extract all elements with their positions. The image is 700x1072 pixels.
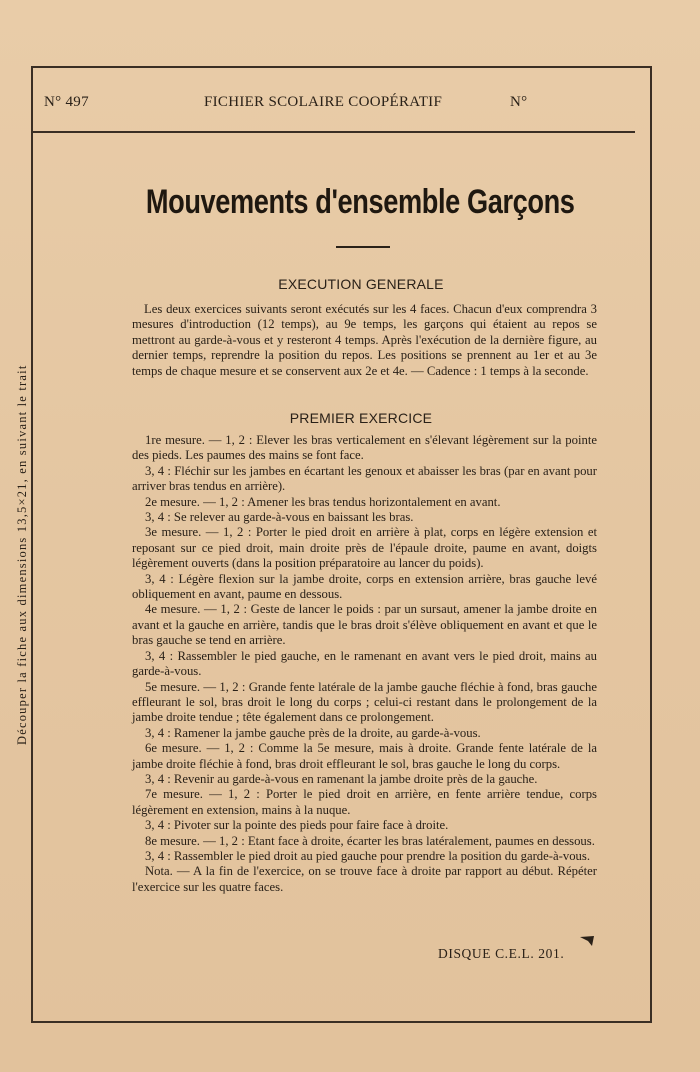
corner-arrow-icon (578, 934, 596, 948)
exercise-paragraph: 3, 4 : Pivoter sur la pointe des pieds pour faire face à droite. (145, 818, 449, 833)
exercise-paragraph: 3, 4 : Légère flexion sur la jambe droite, corps en extension arrière, bras gauche levé obliquement en avant, paume en dessous. (132, 571, 597, 602)
exercise-paragraph: 7e mesure. — 1, 2 : Porter le pied droit en arrière, en fente arrière tendue, corps légèrement en extension, mains à la nuque. (132, 787, 597, 817)
title-divider (336, 246, 390, 248)
exercise-paragraph: 3e mesure. — 1, 2 : Porter le pied droit en arrière à plat, corps en légère extension et reposant sur ce pied droit, main droite près de l'épaule droite, paume en avant, doigts légèrement ouverts (dans la position préparatoire au lancer du poids). (132, 525, 597, 571)
general-text-block (132, 302, 597, 379)
exercise-paragraph: 3, 4 : Rassembler le pied gauche, en le ramenant en avant vers le pied droit, mains au garde-à-vous. (132, 648, 597, 679)
exercise-text-block (132, 433, 597, 895)
page-title: Mouvements d'ensemble Garçons (145, 183, 575, 221)
card-header (44, 92, 644, 116)
exercise-paragraph: 8e mesure. — 1, 2 : Etant face à droite, écarter les bras latéralement, paumes en dessous. (145, 833, 595, 848)
exercise-paragraph: 3, 4 : Se relever au garde-à-vous en baissant les bras. (145, 510, 414, 525)
number-label: N° (510, 94, 528, 110)
exercise-paragraph: 3, 4 : Fléchir sur les jambes en écartant les genoux et abaisser les bras (par en avant pour arriver bras tendus en arrière). (132, 463, 597, 494)
general-heading: EXECUTION GENERALE (278, 276, 444, 292)
exercise-paragraph: 3, 4 : Revenir au garde-à-vous en ramenant la jambe droite près de la gauche. (145, 771, 538, 786)
exercise-heading: PREMIER EXERCICE (289, 410, 433, 426)
exercise-paragraph: 1re mesure. — 1, 2 : Elever les bras verticalement en s'élevant légèrement sur la pointe des pieds. Les paumes des mains se font face. (132, 433, 597, 463)
exercise-paragraph: 6e mesure. — 1, 2 : Comme la 5e mesure, mais à droite. Grande fente latérale de la jambe droite fléchie à fond, bras droit effleurant le sol, bras gauche le long du corps. (132, 741, 597, 771)
collection-title: FICHIER SCOLAIRE COOPÉRATIF (204, 94, 443, 110)
header-divider (33, 131, 635, 133)
exercise-paragraph: 3, 4 : Ramener la jambe gauche près de la droite, au garde-à-vous. (145, 725, 481, 740)
exercise-paragraph: 5e mesure. — 1, 2 : Grande fente latérale de la jambe gauche fléchie à fond, bras gauche effleurant le sol, bras droit le long du corps ; celui-ci restant dans le prolongement de la jambe droite tendue ; tête également dans ce prolongement. (132, 679, 597, 725)
exercise-paragraph: 4e mesure. — 1, 2 : Geste de lancer le poids : par un sursaut, amener la jambe droite en avant et la gauche en arrière, tandis que le bras droit s'élève obliquement en avant et que le bras gauche se tend en arrière. (132, 602, 597, 648)
footer-signature: DISQUE C.E.L. 201. (438, 946, 565, 961)
exercise-paragraph: Nota. — A la fin de l'exercice, on se trouve face à droite par rapport au début. Répéter l'exercice sur les quatre faces. (132, 864, 597, 894)
card-number: N° 497 (44, 94, 89, 110)
cut-instruction: Découper la fiche aux dimensions 13,5×21, en suivant le trait (15, 364, 29, 745)
exercise-paragraph: 2e mesure. — 1, 2 : Amener les bras tendus horizontalement en avant. (145, 494, 501, 509)
exercise-paragraph: 3, 4 : Rassembler le pied droit au pied gauche pour prendre la position du garde-à-vous. (145, 848, 590, 863)
general-text: Les deux exercices suivants seront exécutés sur les 4 faces. Chacun d'eux comprendra 3 mesures d'introduction (12 temps), au 9e temps, les garçons qui étaient au repos se mettront au garde-à-vous et y resteront 4 temps. Après l'exécution de la dernière figure, au dernier temps, reprendre la position du repos. Les positions se prennent au 1er et au 3e temps de chaque mesure et se conservent aux 2e et 4e. — Cadence : 1 temps à la seconde. (132, 302, 597, 378)
